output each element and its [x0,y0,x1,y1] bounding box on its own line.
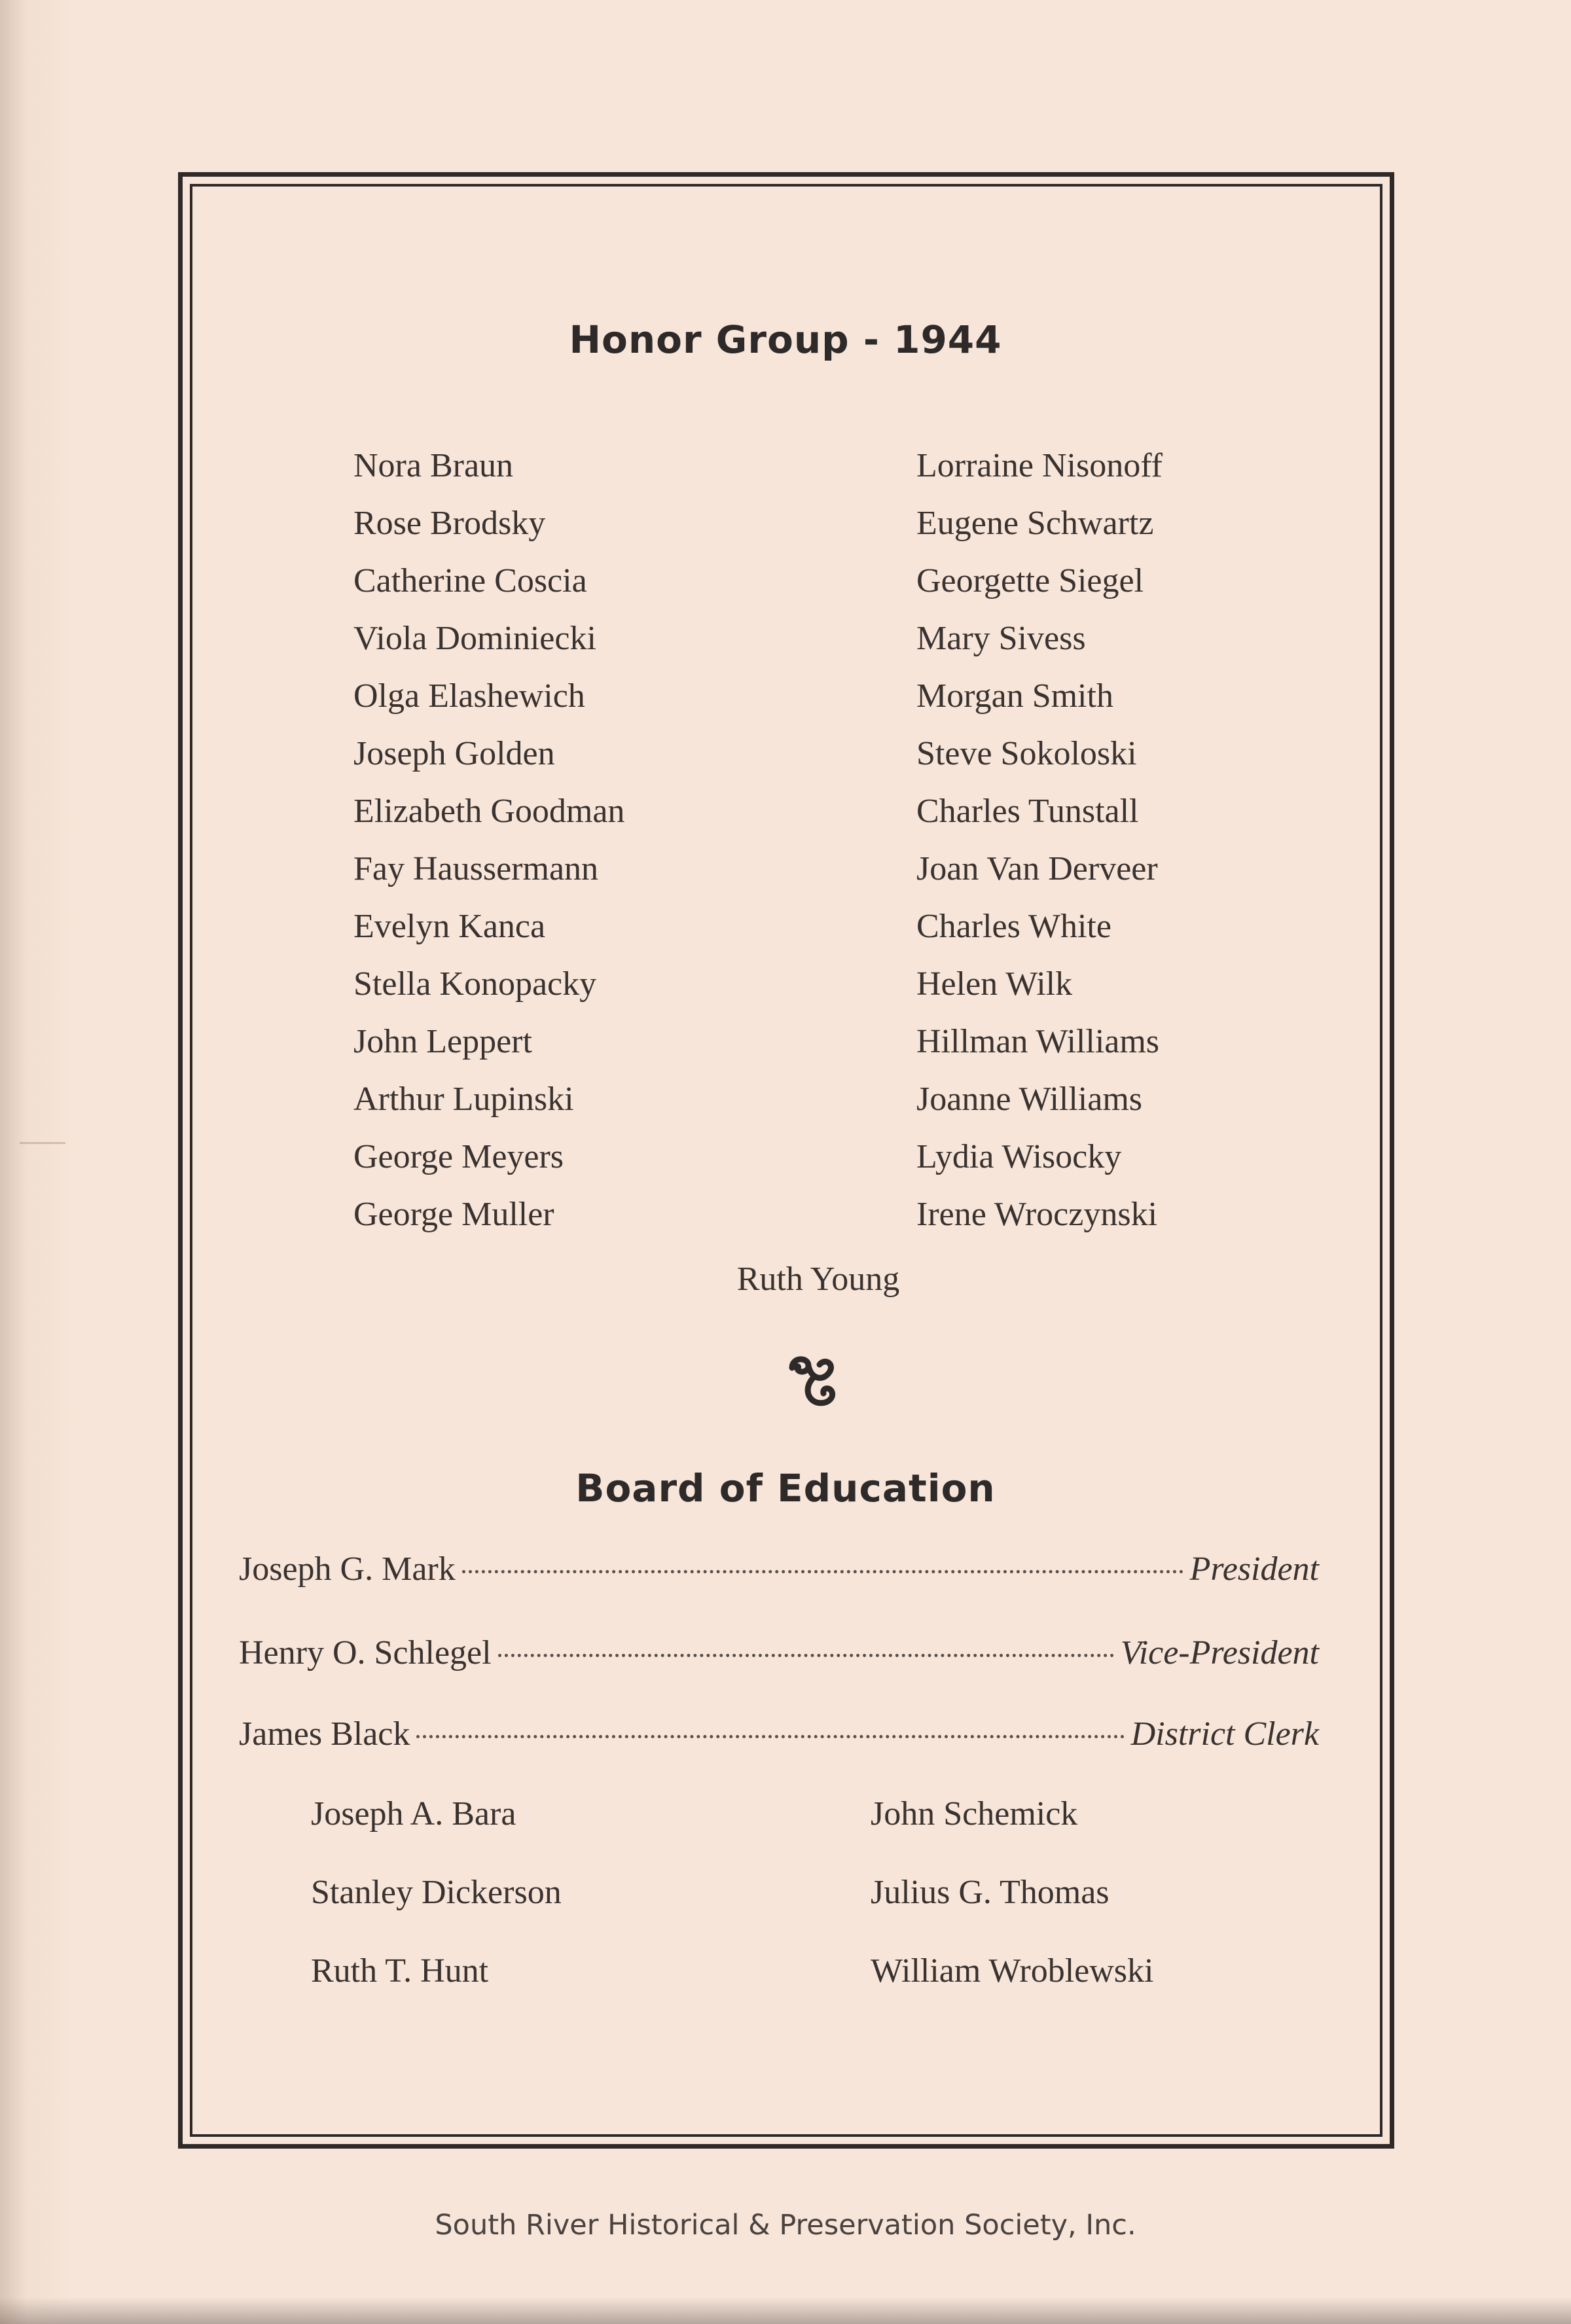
honor-name: Viola Dominiecki [353,620,596,657]
honor-name: John Leppert [353,1023,532,1060]
board-member: John Schemick [871,1795,1078,1832]
honor-name: Eugene Schwartz [916,505,1154,542]
honor-name: Charles Tunstall [916,793,1139,830]
board-title: Board of Education [575,1466,996,1511]
honor-name: Steve Sokoloski [916,735,1137,772]
honor-name: Irene Wroczynski [916,1196,1158,1233]
officer-row [239,1715,1319,1761]
footer-credit: South River Historical & Preservation Society, Inc. [435,2209,1136,2242]
honor-name: Mary Sivess [916,620,1086,657]
board-member: Joseph A. Bara [311,1795,516,1832]
honor-name: Joanne Williams [916,1081,1143,1118]
dot-leader [416,1735,1124,1738]
honor-name: Charles White [916,908,1111,945]
honor-name: George Muller [353,1196,554,1233]
officer-name: Henry O. Schlegel [239,1634,492,1671]
officer-title: District Clerk [1130,1715,1319,1753]
honor-name: Fay Haussermann [353,850,599,887]
officer-row [239,1634,1319,1679]
board-member: Stanley Dickerson [311,1874,562,1911]
honor-name: Olga Elashewich [353,677,585,715]
honor-group-title: Honor Group - 1944 [569,317,1002,362]
officer-name: James Black [239,1715,410,1753]
honor-name: Joseph Golden [353,735,555,772]
honor-name: Stella Konopacky [353,965,597,1003]
board-member: Julius G. Thomas [871,1874,1110,1911]
officer-title: Vice-President [1120,1634,1319,1671]
honor-name: George Meyers [353,1138,564,1175]
fold-mark [20,1142,65,1144]
honor-name: Lydia Wisocky [916,1138,1122,1175]
honor-name: Helen Wilk [916,965,1073,1003]
honor-name: Georgette Siegel [916,562,1144,599]
honor-name: Lorraine Nisonoff [916,447,1163,484]
honor-name: Evelyn Kanca [353,908,546,945]
honor-name: Nora Braun [353,447,514,484]
ornament-icon [779,1351,851,1410]
honor-name: Morgan Smith [916,677,1113,715]
honor-name: Arthur Lupinski [353,1081,574,1118]
honor-name: Rose Brodsky [353,505,546,542]
board-member: William Wroblewski [871,1952,1154,1990]
dot-leader [462,1570,1183,1573]
honor-name: Joan Van Derveer [916,850,1158,887]
honor-name-centered: Ruth Young [736,1260,900,1298]
officer-title: President [1189,1550,1319,1588]
board-member: Ruth T. Hunt [311,1952,489,1990]
officer-name: Joseph G. Mark [239,1550,456,1588]
honor-name: Elizabeth Goodman [353,793,625,830]
honor-name: Catherine Coscia [353,562,587,599]
dot-leader [498,1654,1114,1657]
officer-row [239,1550,1319,1596]
honor-name: Hillman Williams [916,1023,1160,1060]
